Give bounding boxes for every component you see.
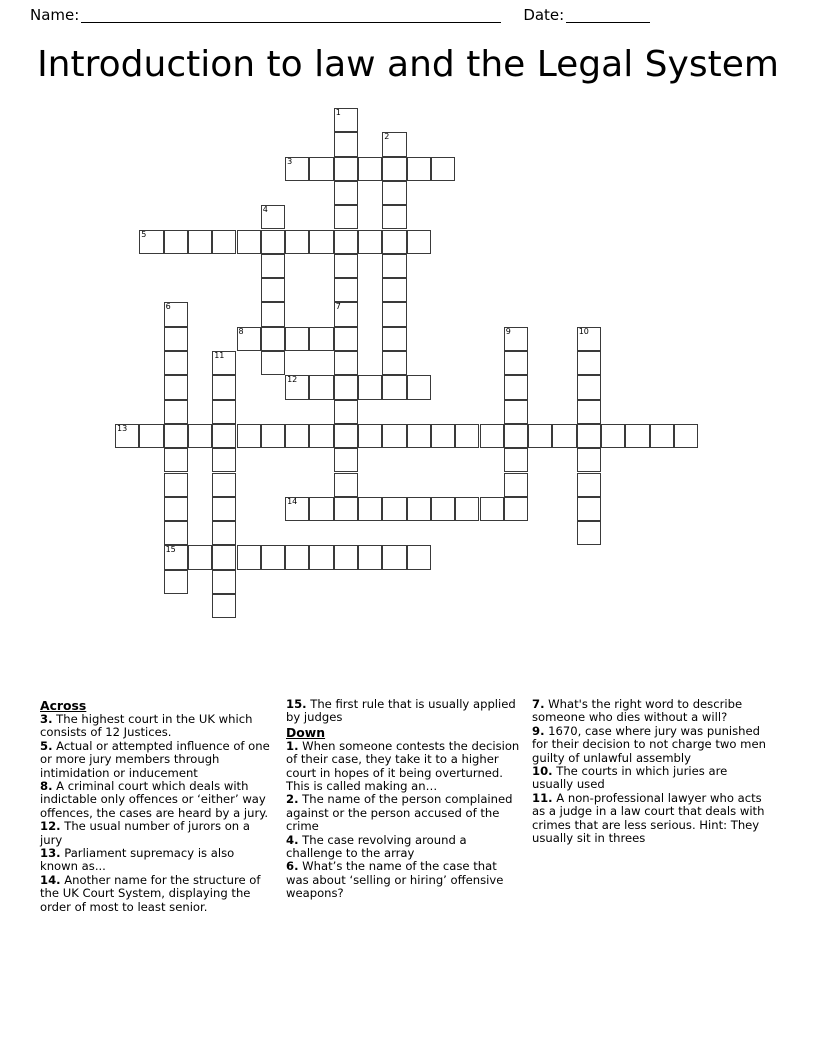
grid-cell[interactable] — [504, 473, 528, 497]
grid-cell[interactable] — [334, 375, 358, 399]
grid-cell[interactable] — [164, 327, 188, 351]
grid-cell-number: 9 — [505, 326, 511, 336]
grid-cell-7[interactable] — [334, 302, 358, 326]
grid-cell[interactable] — [577, 497, 601, 521]
grid-cell[interactable] — [577, 473, 601, 497]
grid-cell[interactable] — [504, 351, 528, 375]
clue-number: 1. — [286, 738, 299, 753]
grid-cell[interactable] — [139, 424, 163, 448]
clue-across-8 — [40, 780, 274, 820]
clue-down-10 — [532, 765, 766, 792]
clue-down-1 — [286, 740, 520, 794]
clue-number: 5. — [40, 738, 53, 753]
grid-cell[interactable] — [431, 424, 455, 448]
grid-cell[interactable] — [504, 375, 528, 399]
grid-cell[interactable] — [382, 497, 406, 521]
clue-text: The highest court in the UK which consists of 12 Justices. — [40, 712, 253, 740]
name-input-rule[interactable] — [81, 8, 501, 23]
clue-number: 11. — [532, 790, 553, 805]
grid-cell[interactable] — [382, 545, 406, 569]
grid-cell-5[interactable] — [139, 230, 163, 254]
name-date-line — [30, 0, 786, 30]
grid-cell[interactable] — [164, 424, 188, 448]
clue-across-12 — [40, 820, 274, 847]
grid-cell[interactable] — [261, 424, 285, 448]
grid-cell[interactable] — [334, 424, 358, 448]
clue-text: The usual number of jurors on a jury — [40, 819, 250, 847]
grid-cell[interactable] — [504, 400, 528, 424]
grid-cell[interactable] — [577, 448, 601, 472]
grid-cell[interactable] — [164, 570, 188, 594]
grid-cell-9[interactable] — [504, 327, 528, 351]
grid-cell[interactable] — [261, 230, 285, 254]
grid-cell[interactable] — [261, 545, 285, 569]
grid-cell[interactable] — [382, 424, 406, 448]
grid-cell[interactable] — [285, 230, 309, 254]
grid-cell-number: 14 — [287, 496, 298, 506]
grid-cell[interactable] — [334, 205, 358, 229]
grid-cell[interactable] — [334, 132, 358, 156]
grid-cell[interactable] — [164, 448, 188, 472]
grid-cell[interactable] — [212, 230, 236, 254]
down-heading: Down — [286, 724, 326, 740]
grid-cell[interactable] — [504, 497, 528, 521]
grid-cell[interactable] — [261, 254, 285, 278]
grid-cell-number: 12 — [287, 375, 298, 385]
grid-cell[interactable] — [334, 351, 358, 375]
grid-cell[interactable] — [164, 521, 188, 545]
grid-cell[interactable] — [358, 497, 382, 521]
clue-text: The courts in which juries are usually used — [532, 764, 728, 792]
grid-cell[interactable] — [382, 205, 406, 229]
clue-number: 6. — [286, 859, 299, 874]
grid-cell[interactable] — [212, 375, 236, 399]
grid-cell-13[interactable] — [115, 424, 139, 448]
grid-cell[interactable] — [334, 448, 358, 472]
clue-number: 10. — [532, 764, 553, 779]
clue-text: A non-professional lawyer who acts as a judge in a law court that deals with crimes that are less serious. Hint: They usually sit in threes — [532, 790, 765, 846]
grid-cell-number: 11 — [214, 351, 225, 360]
grid-cell[interactable] — [382, 157, 406, 181]
grid-cell[interactable] — [334, 545, 358, 569]
grid-cell[interactable] — [212, 570, 236, 594]
grid-cell[interactable] — [212, 400, 236, 424]
grid-cell-14[interactable] — [285, 497, 309, 521]
page-title: Introduction to law and the Legal System — [37, 44, 779, 85]
clue-across-3 — [40, 713, 274, 740]
grid-cell-8[interactable] — [237, 327, 261, 351]
grid-cell[interactable] — [382, 230, 406, 254]
grid-cell[interactable] — [309, 545, 333, 569]
clue-text: Actual or attempted influence of one or more jury members through intimidation or inducement — [40, 738, 270, 780]
grid-cell[interactable] — [528, 424, 552, 448]
clue-text: A criminal court which deals with indictable only offences or ‘either’ way offences, the cases are heard by a jury. — [40, 779, 269, 820]
clue-text: What’s the name of the case that was about ‘selling or hiring’ offensive weapons? — [286, 859, 504, 901]
grid-cell[interactable] — [455, 424, 479, 448]
clue-number: 12. — [40, 819, 61, 834]
clue-number: 3. — [40, 712, 53, 726]
grid-cell-number: 10 — [578, 326, 589, 336]
grid-cell[interactable] — [431, 157, 455, 181]
clue-down-11 — [532, 792, 766, 846]
grid-cell-number: 6 — [165, 302, 171, 312]
clue-text: The name of the person complained against or the person accused of the crime — [286, 792, 513, 834]
grid-cell[interactable] — [309, 230, 333, 254]
grid-cell[interactable] — [334, 157, 358, 181]
grid-cell[interactable] — [382, 254, 406, 278]
grid-cell[interactable] — [577, 424, 601, 448]
clue-text: When someone contests the decision of their case, they take it to a higher court in hopes of it being overturned. This is called making an… — [286, 738, 520, 794]
grid-cell[interactable] — [334, 278, 358, 302]
grid-cell[interactable] — [407, 375, 431, 399]
grid-cell[interactable] — [577, 400, 601, 424]
clue-number: 9. — [532, 723, 545, 738]
grid-cell-number: 8 — [238, 326, 244, 336]
grid-cell[interactable] — [674, 424, 698, 448]
grid-cell[interactable] — [237, 230, 261, 254]
grid-cell[interactable] — [577, 375, 601, 399]
grid-cell[interactable] — [382, 278, 406, 302]
grid-cell[interactable] — [382, 302, 406, 326]
grid-cell-12[interactable] — [285, 375, 309, 399]
grid-cell-2[interactable] — [382, 132, 406, 156]
clue-column-1 — [40, 698, 286, 914]
grid-cell[interactable] — [164, 230, 188, 254]
grid-cell[interactable] — [285, 424, 309, 448]
grid-cell-number: 15 — [165, 545, 176, 555]
grid-cell[interactable] — [212, 448, 236, 472]
grid-cell[interactable] — [504, 448, 528, 472]
grid-cell-number: 2 — [384, 132, 390, 142]
clue-across-13 — [40, 847, 274, 874]
grid-cell[interactable] — [212, 497, 236, 521]
clue-down-4 — [286, 834, 520, 861]
grid-cell-number: 1 — [335, 108, 341, 117]
clues-area — [40, 698, 780, 914]
grid-cell-4[interactable] — [261, 205, 285, 229]
grid-cell-number: 7 — [335, 302, 341, 312]
clue-text: 1670, case where jury was punished for their decision to not charge two men guilty of unlawful assembly — [532, 723, 766, 765]
grid-cell[interactable] — [382, 375, 406, 399]
grid-cell[interactable] — [358, 230, 382, 254]
grid-cell[interactable] — [164, 351, 188, 375]
grid-cell[interactable] — [358, 424, 382, 448]
grid-cell[interactable] — [309, 424, 333, 448]
clue-text: The first rule that is usually applied by judges — [286, 697, 516, 725]
grid-cell[interactable] — [212, 545, 236, 569]
clue-down-2 — [286, 793, 520, 833]
grid-cell[interactable] — [164, 375, 188, 399]
grid-cell-number: 4 — [262, 205, 268, 215]
grid-cell-10[interactable] — [577, 327, 601, 351]
grid-cell-6[interactable] — [164, 302, 188, 326]
grid-cell[interactable] — [577, 521, 601, 545]
grid-cell[interactable] — [650, 424, 674, 448]
grid-cell[interactable] — [237, 545, 261, 569]
grid-cell-1[interactable] — [334, 108, 358, 132]
clue-number: 15. — [286, 697, 307, 711]
clue-number: 8. — [40, 779, 53, 794]
clue-down-6 — [286, 860, 520, 900]
grid-cell[interactable] — [212, 424, 236, 448]
grid-cell[interactable] — [455, 497, 479, 521]
grid-cell[interactable] — [309, 157, 333, 181]
grid-cell[interactable] — [382, 351, 406, 375]
clue-number: 14. — [40, 872, 61, 887]
grid-cell[interactable] — [431, 497, 455, 521]
grid-cell[interactable] — [407, 230, 431, 254]
grid-cell[interactable] — [480, 497, 504, 521]
grid-cell[interactable] — [625, 424, 649, 448]
clue-across-5 — [40, 740, 274, 780]
grid-cell[interactable] — [334, 181, 358, 205]
clue-number: 2. — [286, 792, 299, 807]
clue-number: 4. — [286, 832, 299, 847]
clue-column-2 — [286, 698, 532, 901]
clue-number: 7. — [532, 697, 545, 711]
across-heading: Across — [40, 698, 87, 713]
grid-cell-3[interactable] — [285, 157, 309, 181]
grid-cell[interactable] — [407, 545, 431, 569]
grid-cell[interactable] — [164, 497, 188, 521]
grid-cell[interactable] — [188, 230, 212, 254]
grid-cell[interactable] — [309, 327, 333, 351]
grid-cell[interactable] — [164, 400, 188, 424]
clue-text: The case revolving around a challenge to the array — [286, 832, 467, 861]
crossword-grid — [115, 108, 715, 608]
grid-cell[interactable] — [237, 424, 261, 448]
grid-cell[interactable] — [309, 497, 333, 521]
clue-down-7 — [532, 698, 766, 725]
grid-cell[interactable] — [407, 497, 431, 521]
grid-cell[interactable] — [601, 424, 625, 448]
grid-cell[interactable] — [285, 545, 309, 569]
grid-cell-number: 13 — [117, 423, 128, 433]
grid-cell[interactable] — [212, 594, 236, 618]
grid-cell[interactable] — [261, 351, 285, 375]
grid-cell[interactable] — [261, 302, 285, 326]
grid-cell-15[interactable] — [164, 545, 188, 569]
grid-cell[interactable] — [309, 375, 333, 399]
clue-text: Parliament supremacy is also known as... — [40, 846, 235, 874]
grid-cell[interactable] — [504, 424, 528, 448]
grid-cell[interactable] — [164, 473, 188, 497]
grid-cell[interactable] — [407, 157, 431, 181]
grid-cell-number: 3 — [287, 156, 293, 166]
grid-cell[interactable] — [334, 473, 358, 497]
grid-cell[interactable] — [358, 545, 382, 569]
clue-number: 13. — [40, 846, 61, 861]
grid-cell[interactable] — [261, 278, 285, 302]
clue-text: Another name for the structure of the UK Court System, displaying the order of most to least senior. — [40, 872, 261, 914]
date-input-rule[interactable] — [566, 8, 650, 23]
clue-down-9 — [532, 725, 766, 765]
grid-cell[interactable] — [188, 545, 212, 569]
clue-text: What's the right word to describe someone who dies without a will? — [532, 697, 743, 725]
clue-across-14 — [40, 874, 274, 914]
grid-cell[interactable] — [285, 327, 309, 351]
grid-cell[interactable] — [188, 424, 212, 448]
grid-cell[interactable] — [334, 254, 358, 278]
grid-cell[interactable] — [334, 230, 358, 254]
grid-cell[interactable] — [407, 424, 431, 448]
grid-cell[interactable] — [212, 473, 236, 497]
grid-cell[interactable] — [261, 327, 285, 351]
grid-cell[interactable] — [577, 351, 601, 375]
grid-cell[interactable] — [212, 521, 236, 545]
grid-cell[interactable] — [382, 327, 406, 351]
grid-cell[interactable] — [358, 157, 382, 181]
grid-cell[interactable] — [334, 497, 358, 521]
grid-cell[interactable] — [552, 424, 576, 448]
grid-cell[interactable] — [382, 181, 406, 205]
grid-cell[interactable] — [358, 375, 382, 399]
clue-column-3 — [532, 698, 778, 845]
grid-cell-number: 5 — [141, 229, 147, 239]
name-label: Name: — [30, 6, 80, 24]
grid-cell[interactable] — [480, 424, 504, 448]
clue-across-15 — [286, 698, 520, 725]
grid-cell-11[interactable] — [212, 351, 236, 375]
date-label: Date: — [523, 6, 565, 24]
grid-cell[interactable] — [334, 327, 358, 351]
grid-cell[interactable] — [334, 400, 358, 424]
